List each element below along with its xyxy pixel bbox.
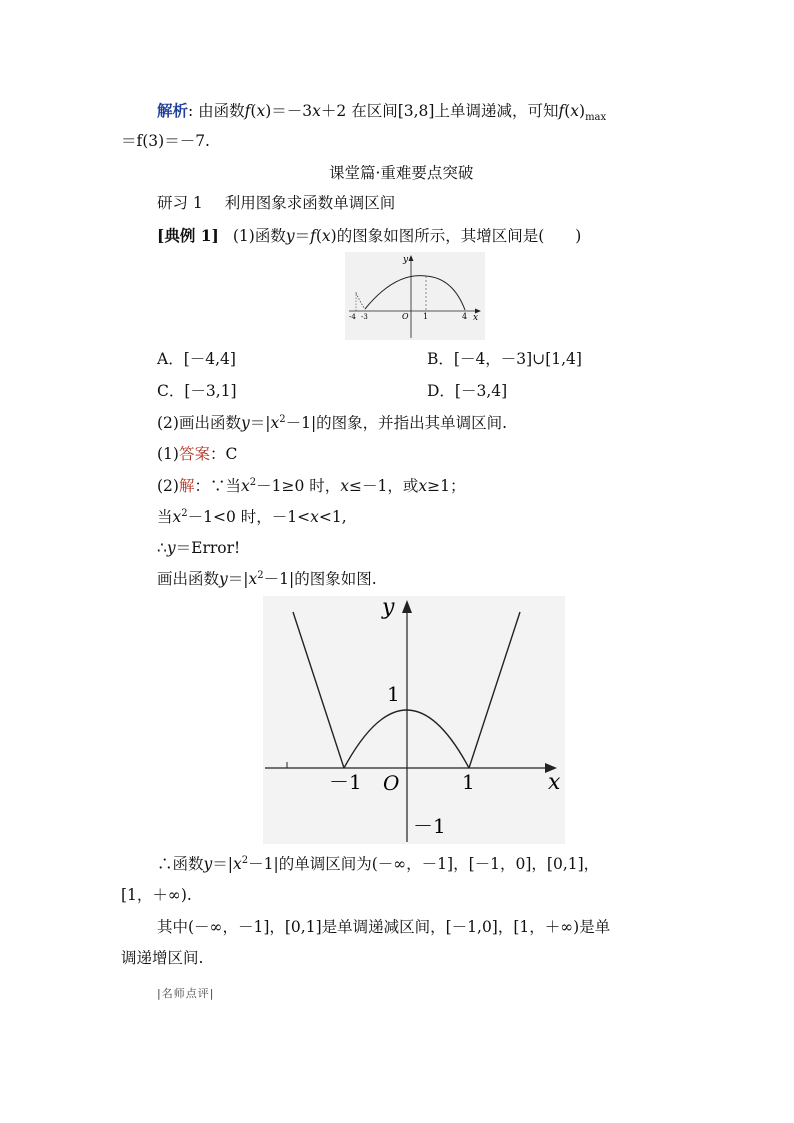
conclusion-line-3: 其中(－∞，－1]，[0,1]是单调递减区间，[－1,0]，[1，＋∞)是单 bbox=[157, 918, 611, 936]
small-graph-tick: -4 bbox=[349, 313, 356, 321]
answer-label: 答案 bbox=[178, 445, 210, 463]
small-graph-tick: -3 bbox=[361, 313, 368, 321]
big-graph-neg-one-y: －1 bbox=[413, 814, 446, 838]
teacher-comment-tag: |名师点评| bbox=[157, 987, 215, 1000]
example-question-2: (2)画出函数$y=|x^2-1|$的图象，并指出其单调区间. bbox=[157, 414, 508, 432]
small-graph-tick: 1 bbox=[423, 312, 429, 321]
research-title: 利用图象求函数单调区间 bbox=[224, 194, 396, 212]
big-graph-one-label: 1 bbox=[387, 682, 400, 706]
abs-function-graph bbox=[263, 596, 565, 844]
solution-line-4: 画出函数$y=|x^2-1|$的图象如图. bbox=[157, 570, 377, 588]
big-graph-one-x: 1 bbox=[462, 770, 475, 794]
example-question-1: [典例 1] (1)函数y＝f(x)的图象如图所示，其增区间是( ) bbox=[157, 226, 582, 245]
section-title: 课堂篇·重难要点突破 bbox=[329, 164, 474, 182]
solution-label: 解 bbox=[178, 477, 195, 495]
small-graph-y-label: y bbox=[403, 255, 409, 265]
answer-1: (1)答案：C bbox=[157, 445, 238, 463]
solution-line-1: (2)解：∵当$x^2-1\ge 0$ 时，x≤－1，或x≥1； bbox=[157, 477, 466, 495]
big-graph-neg-one-x: －1 bbox=[329, 770, 362, 794]
small-graph-x-label: x bbox=[473, 313, 479, 323]
small-function-graph bbox=[345, 252, 485, 340]
option-a: A．[－4,4] bbox=[157, 350, 236, 368]
solution-line-2: 当$x^2-1<0$ 时，－1<x<1, bbox=[157, 508, 347, 526]
conclusion-line-1: ∴函数$y=|x^2-1|$的单调区间为(－∞，－1]，[－1，0]，[0,1]， bbox=[157, 855, 600, 873]
analysis-label: 解析 bbox=[157, 101, 189, 120]
example-label: [典例 1] bbox=[157, 226, 219, 245]
analysis-line-1: 解析: 由函数f(x)＝－3x＋2 在区间[3,8]上单调递减，可知$f(x)_{max}$ bbox=[157, 101, 607, 123]
solution-line-3: ∴y＝Error! bbox=[157, 539, 241, 557]
option-d: D．[－3,4] bbox=[427, 382, 508, 400]
option-c: C．[－3,1] bbox=[157, 382, 237, 400]
big-graph-x-label: x bbox=[548, 770, 561, 795]
big-graph-origin: O bbox=[383, 771, 400, 795]
conclusion-line-4: 调递增区间. bbox=[121, 949, 204, 967]
big-graph-y-label: y bbox=[382, 596, 395, 620]
conclusion-line-2: [1，＋∞). bbox=[121, 886, 192, 904]
research-heading bbox=[157, 193, 395, 213]
analysis-line-2: ＝f(3)＝－7. bbox=[121, 132, 210, 150]
option-b: B．[－4，－3]∪[1,4] bbox=[427, 350, 582, 368]
small-graph-tick: O bbox=[402, 312, 409, 321]
small-graph-tick: 4 bbox=[462, 312, 468, 321]
research-label: 研习 1 bbox=[157, 194, 203, 212]
